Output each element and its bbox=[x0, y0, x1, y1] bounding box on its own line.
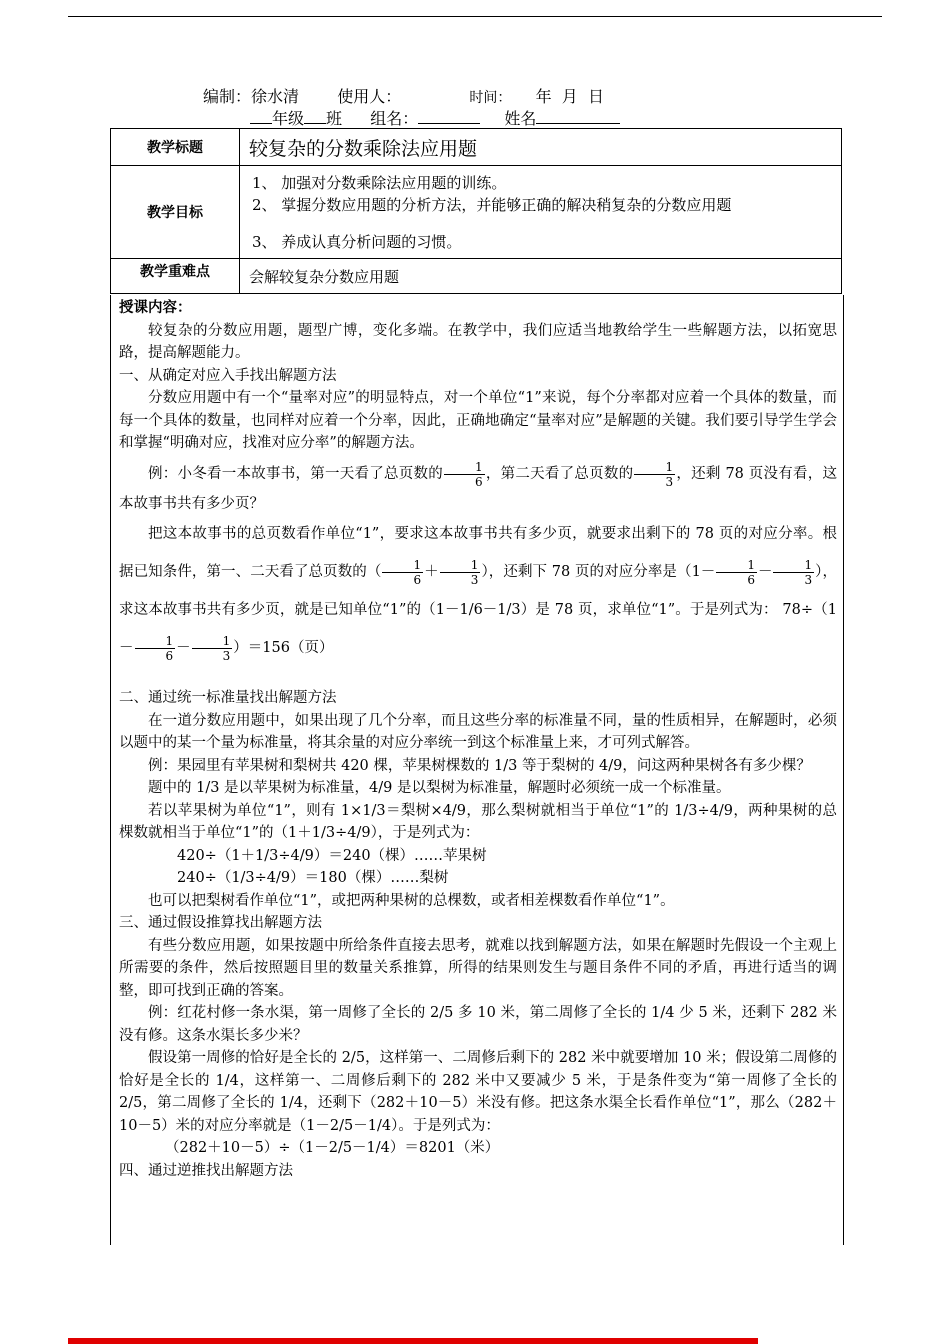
date-label: 年 月 日 bbox=[535, 87, 604, 106]
fraction bbox=[634, 460, 675, 489]
key-row bbox=[111, 259, 842, 294]
denominator: 6 bbox=[413, 572, 422, 587]
fraction bbox=[773, 558, 814, 587]
lesson-info-table bbox=[110, 128, 842, 294]
group-blank bbox=[418, 108, 480, 124]
section-1-title: 一、从确定对应入手找出解题方法 bbox=[119, 367, 337, 384]
name-label: 姓名 bbox=[504, 109, 537, 128]
example-text: ，第二天看了总页数的 bbox=[485, 466, 634, 482]
content-heading: 授课内容： bbox=[119, 300, 192, 316]
denominator: 3 bbox=[665, 474, 674, 489]
denominator: 3 bbox=[222, 648, 231, 663]
fraction bbox=[716, 558, 757, 587]
class-label: 班 bbox=[326, 109, 343, 128]
fraction bbox=[192, 634, 233, 663]
numerator: 1 bbox=[773, 558, 814, 573]
key-label: 教学重难点 bbox=[111, 259, 240, 294]
editor-label: 编制：徐水清 bbox=[203, 87, 300, 106]
solution-text: 把这本故事书的总页数看作单位“1”，要求这本故事书共有多少页，就要求出剩下的 78 页的对应分率。根据已知条件，第一、二天看了总页数的（ bbox=[119, 526, 837, 580]
lesson-content bbox=[110, 295, 844, 1245]
section-2-solution: 若以苹果树为单位“1”，则有 1×1/3＝梨树×4/9，那么梨树就相当于单位“1”的 1/3÷4/9，两种果树的总棵数就相当于单位“1”的（1＋1/3÷4/9），于是列式为： bbox=[119, 802, 837, 841]
section-1-solution bbox=[119, 515, 837, 667]
group-label: 组名： bbox=[370, 109, 419, 128]
content-block-2 bbox=[119, 459, 837, 667]
section-3-example: 例：红花村修一条水渠，第一周修了全长的 2/5 多 10 米，第二周修了全长的 1/4 少 5 米，还剩下 282 米没有修。这条水渠长多少米？ bbox=[119, 1005, 837, 1044]
fraction bbox=[440, 558, 481, 587]
title-label: 教学标题 bbox=[111, 129, 240, 166]
goal-item: 3、 养成认真分析问题的习惯。 bbox=[252, 232, 462, 251]
name-blank bbox=[536, 108, 620, 124]
denominator: 3 bbox=[804, 572, 813, 587]
section-2-note: 也可以把梨树看作单位“1”，或把两种果树的总棵数，或者相差棵数看作单位“1”。 bbox=[148, 892, 675, 909]
goals-label: 教学目标 bbox=[111, 166, 240, 259]
section-3-paragraph: 有些分数应用题，如果按题中所给条件直接去思考，就难以找到解题方法，如果在解题时先假设一个主观上所需要的条件，然后按照题目里的数量关系推算，所得的结果则发生与题目条件不同的矛盾，再进行适当的调整，即可找到正确的答案。 bbox=[119, 937, 837, 999]
bottom-bar bbox=[68, 1338, 758, 1344]
section-3-title: 三、通过假设推算找出解题方法 bbox=[119, 915, 322, 931]
denominator: 6 bbox=[475, 474, 483, 489]
example-text: 例：小冬看一本故事书，第一天看了总页数的 bbox=[148, 466, 444, 482]
formula: （282＋10－5）÷（1－2/5－1/4）＝8201（米） bbox=[165, 1140, 500, 1156]
content-block-1 bbox=[119, 297, 837, 455]
section-2-analysis: 题中的 1/3 是以苹果树为标准量，4/9 是以梨树为标准量，解题时必须统一成一个标准量。 bbox=[148, 780, 731, 796]
header-line-1 bbox=[203, 84, 604, 107]
section-1-paragraph: 分数应用题中有一个“量率对应”的明显特点，对一个单位“1”来说，每个分率都对应着一个具体的数量，而每一个具体的数量，也同样对应着一个分率，因此，正确地确定“量率对应”是解题的关键。我们要引导学生学会和掌握“明确对应，找准对应分率”的解题方法。 bbox=[119, 390, 837, 451]
numerator: 1 bbox=[444, 460, 485, 475]
denominator: 3 bbox=[470, 572, 479, 587]
goals-row bbox=[111, 166, 842, 259]
numerator: 1 bbox=[192, 634, 233, 649]
formula: 240÷（1/3÷4/9）＝180（棵）……梨树 bbox=[177, 870, 449, 886]
numerator: 1 bbox=[634, 460, 675, 475]
numerator: 1 bbox=[382, 558, 423, 573]
content-block-3 bbox=[119, 687, 837, 1182]
numerator: 1 bbox=[135, 634, 176, 649]
numerator: 1 bbox=[716, 558, 757, 573]
fraction bbox=[382, 558, 423, 587]
solution-text: ）＝156（页） bbox=[233, 640, 334, 656]
formula: 420÷（1＋1/3÷4/9）＝240（棵）……苹果树 bbox=[177, 847, 487, 864]
header-line-2 bbox=[250, 106, 620, 129]
time-label: 时间： bbox=[469, 90, 512, 106]
numerator: 1 bbox=[440, 558, 481, 573]
goal-item: 1、 加强对分数乘除法应用题的训练。 bbox=[252, 173, 507, 192]
section-1-example bbox=[119, 459, 837, 519]
goals-value bbox=[240, 166, 842, 259]
intro-paragraph: 较复杂的分数应用题，题型广博，变化多端。在教学中，我们应适当地教给学生一些解题方法，以拓宽思路，提高解题能力。 bbox=[119, 322, 837, 361]
title-value: 较复杂的分数乘除法应用题 bbox=[240, 129, 842, 166]
grade-label: 年级 bbox=[272, 109, 305, 128]
solution-text: ），求这本故事书共有多少页，就是已知单位“1”的（1－1/6－1/3）是 78 页，求单位“1”。于是列式为： 78÷（1－ bbox=[119, 564, 838, 656]
section-2-title: 二、通过统一标准量找出解题方法 bbox=[119, 690, 337, 706]
class-blank bbox=[304, 108, 326, 124]
title-row bbox=[111, 129, 842, 166]
goal-item: 2、 掌握分数应用题的分析方法，并能够正确的解决稍复杂的分数应用题 bbox=[252, 195, 732, 214]
section-2-paragraph: 在一道分数应用题中，如果出现了几个分率，而且这些分率的标准量不同，量的性质相异，在解题时，必须以题中的某一个量为标准量，将其余量的对应分率统一到这个标准量上来，才可列式解答。 bbox=[119, 712, 837, 751]
solution-text: ），还剩下 78 页的对应分率是（1－ bbox=[481, 564, 716, 580]
example-text: ，还剩 78 页没有看，这本故事书共有多少页？ bbox=[119, 466, 838, 512]
denominator: 6 bbox=[165, 648, 174, 663]
top-rule bbox=[68, 16, 882, 17]
fraction bbox=[444, 460, 485, 489]
section-3-solution: 假设第一周修的恰好是全长的 2/5，这样第一、二周修后剩下的 282 米中就要增加 10 米；假设第二周修的恰好是全长的 1/4，这样第一、二周修后剩下的 282 米中又要减少 5 米，于是条件变为“第一周修了全长的 2/5，第二周修了全长的 1/4，还剩下（282＋10－5）米没有修。把这条水渠全长看作单位“1”，那么（282＋10－5）米的对应分率就是（1－2/5－1/4）。于是列式为： bbox=[119, 1050, 837, 1134]
plus-sign: ＋ bbox=[424, 564, 439, 580]
minus-sign: － bbox=[757, 564, 773, 580]
key-value: 会解较复杂分数应用题 bbox=[240, 259, 842, 294]
section-2-example: 例：果园里有苹果树和梨树共 420 棵，苹果树棵数的 1/3 等于梨树的 4/9，问这两种果树各有多少棵？ bbox=[148, 757, 811, 774]
denominator: 6 bbox=[747, 572, 755, 587]
minus-sign: － bbox=[176, 640, 191, 656]
section-4-title: 四、通过逆推找出解题方法 bbox=[119, 1162, 293, 1179]
user-label: 使用人： bbox=[337, 87, 402, 106]
fraction bbox=[135, 634, 176, 663]
grade-blank bbox=[250, 108, 272, 124]
